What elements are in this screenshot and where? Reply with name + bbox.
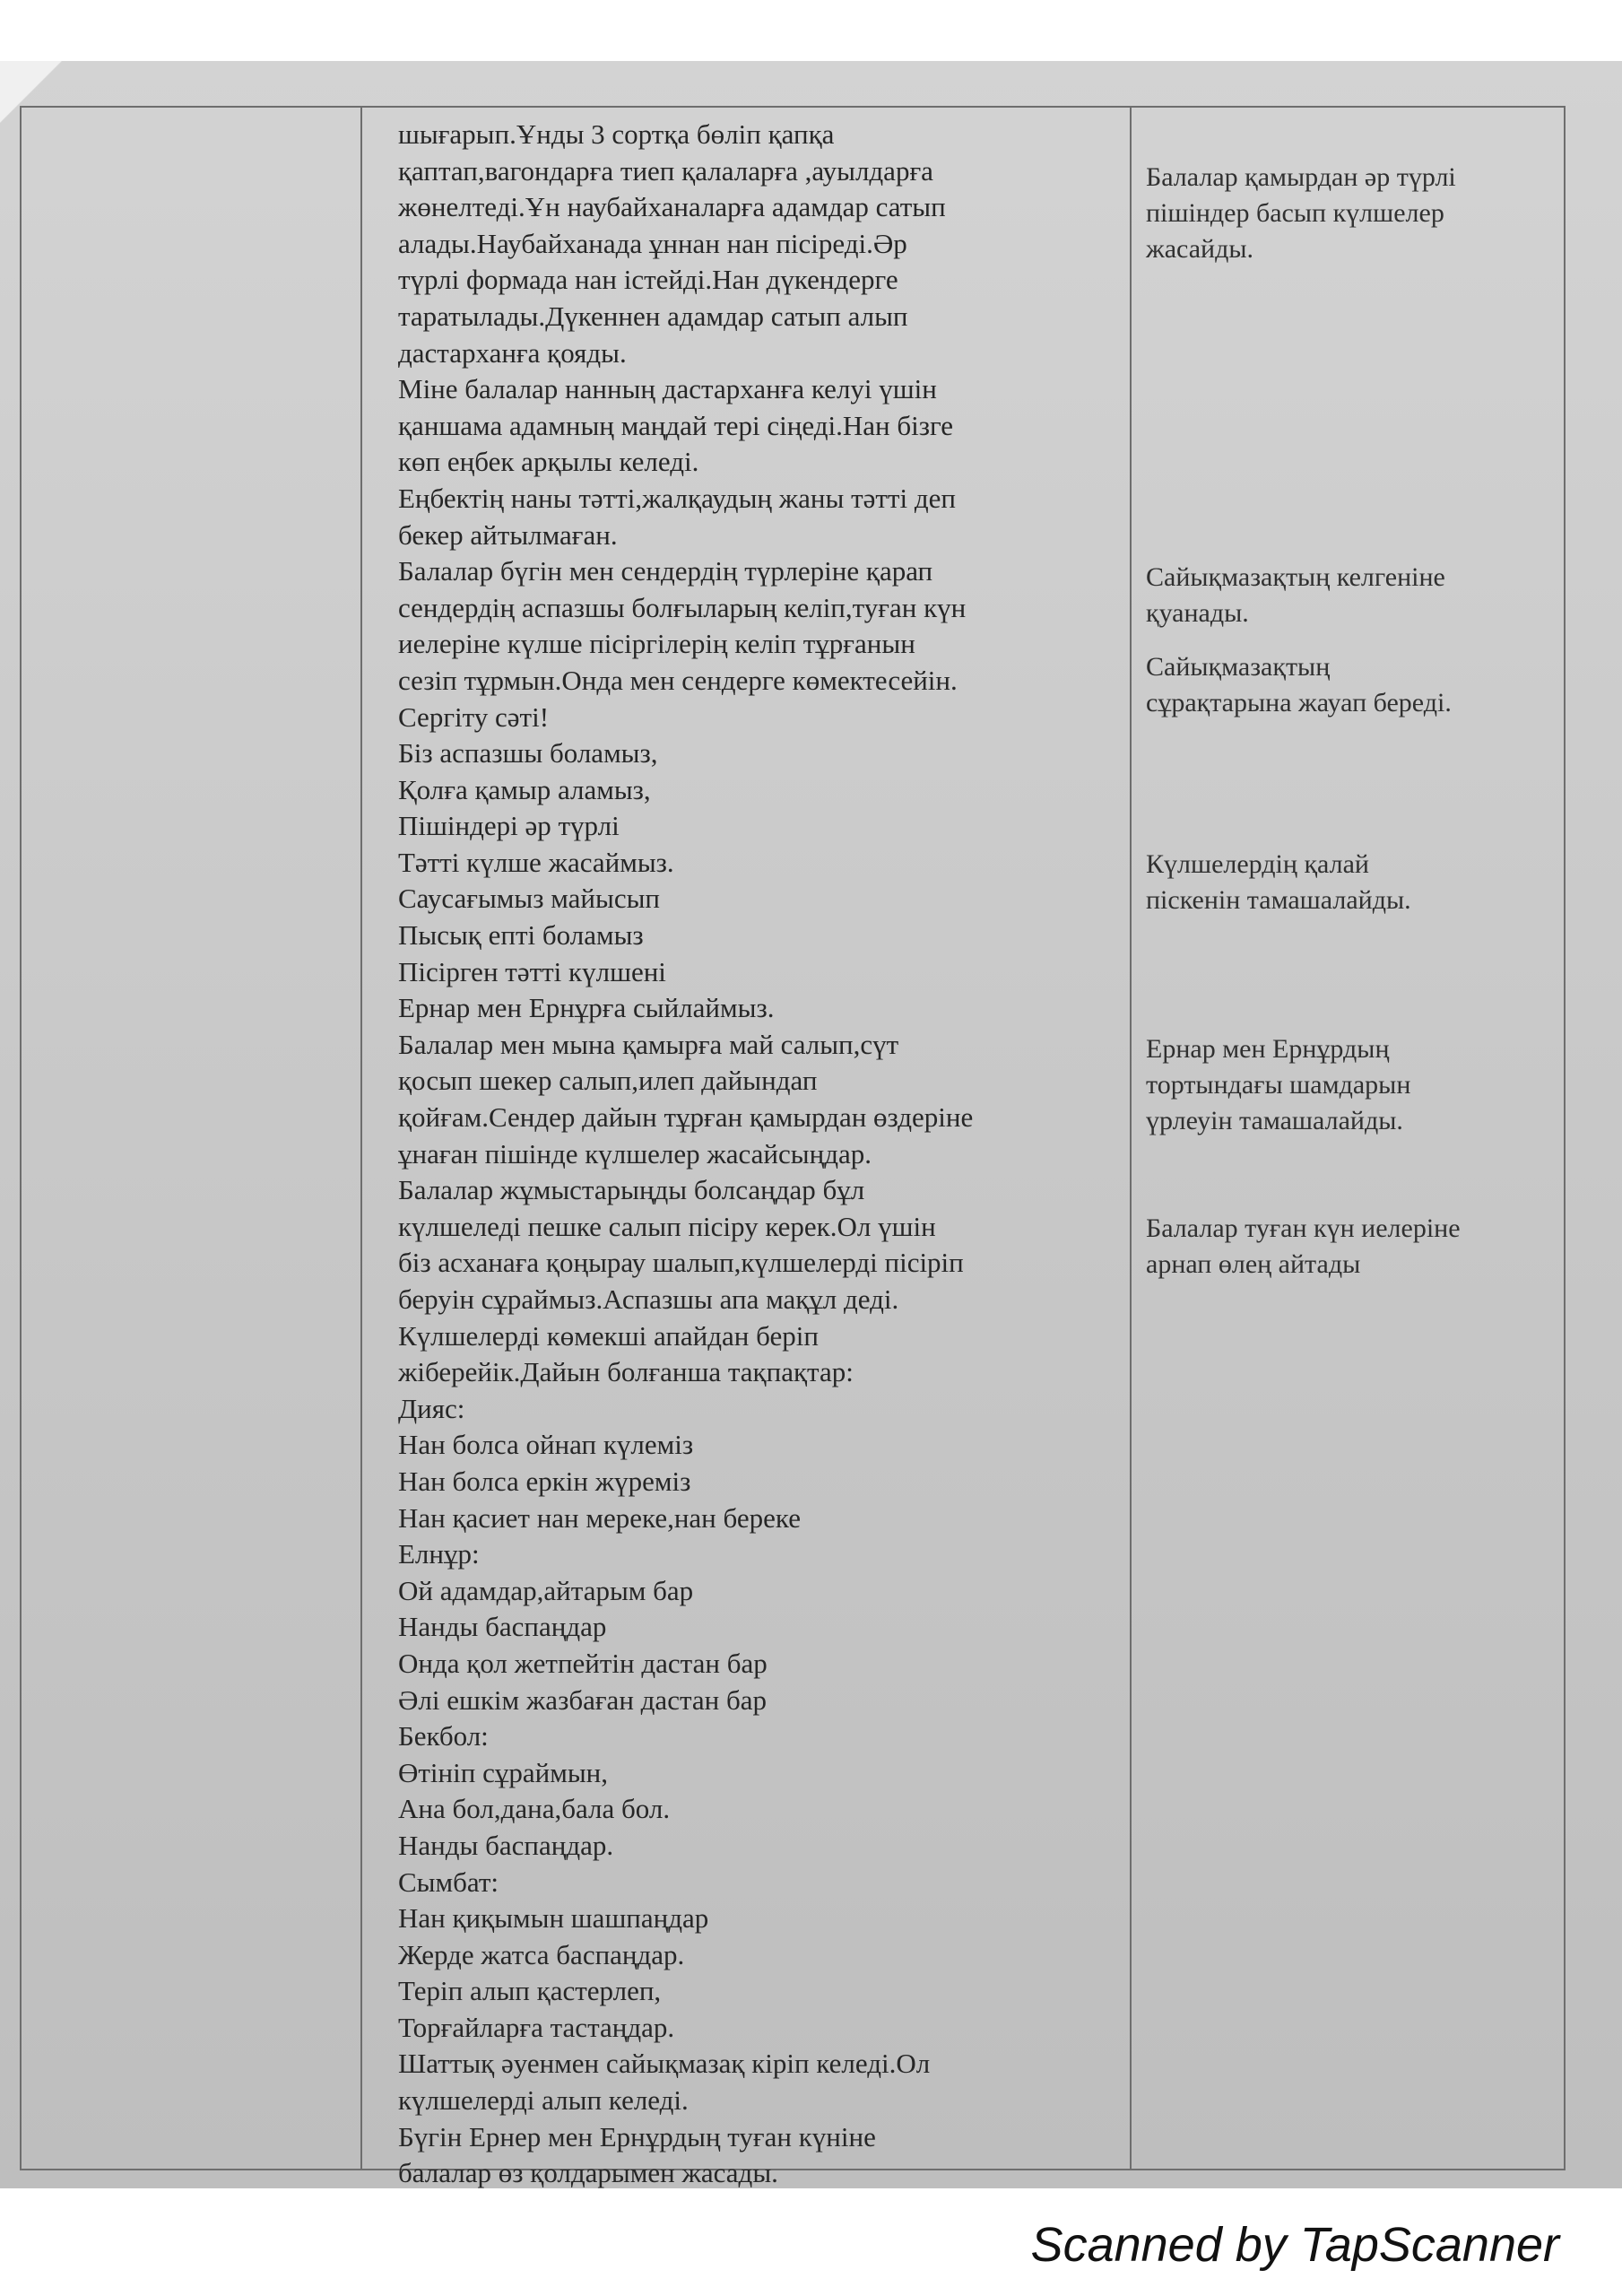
teacher-line: Бүгін Ернер мен Ернұрдың туған күніне <box>398 2120 876 2152</box>
teacher-line: Теріп алып қастерлеп, <box>398 1975 662 2007</box>
teacher-line: Елнұр: <box>398 1538 480 1570</box>
left-column-empty <box>22 108 362 2169</box>
teacher-line: күлшелерді алып келеді. <box>398 2084 689 2117</box>
child-note-line: тортындағы шамдарын <box>1146 1070 1411 1100</box>
teacher-line: біз асханаға қоңырау шалып,күлшелерді пісіріп <box>398 1247 964 1279</box>
teacher-line: Пішіндері әр түрлі <box>398 810 620 842</box>
child-note-line: Балалар қамырдан әр түрлі <box>1146 162 1456 192</box>
teacher-line: жіберейік.Дайын болғанша тақпақтар: <box>398 1356 854 1388</box>
lesson-table <box>20 106 1566 2189</box>
teacher-line: Бекбол: <box>398 1720 489 1752</box>
child-note-line: Ернар мен Ернұрдың <box>1146 1034 1390 1064</box>
teacher-line: Тәтті күлше жасаймыз. <box>398 846 674 878</box>
child-note-line: піскенін тамашалайды. <box>1146 885 1411 915</box>
teacher-line: қаптап,вагондарға тиеп қалаларға ,ауылдарға <box>398 154 933 187</box>
child-note-line: Сайықмазақтың келгеніне <box>1146 562 1445 592</box>
scanner-watermark: Scanned by TapScanner <box>1030 2218 1559 2272</box>
child-note-rejoice <box>1146 560 1558 631</box>
teacher-line: Торғайларға тастаңдар. <box>398 2011 675 2043</box>
teacher-line: Нанды баспаңдар <box>398 1611 607 1643</box>
teacher-line: Пысық епті боламыз <box>398 919 644 952</box>
teacher-line: қосып шекер салып,илеп дайындап <box>398 1065 818 1097</box>
teacher-line: Онда қол жетпейтін дастан бар <box>398 1647 768 1679</box>
child-note-line: үрлеуін тамашалайды. <box>1146 1106 1403 1135</box>
child-note-line: сұрақтарына жауап береді. <box>1146 688 1452 718</box>
teacher-line: Міне балалар нанның дастарханға келуі үшін <box>398 373 937 405</box>
child-note-line: Сайықмазақтың <box>1146 652 1331 682</box>
teacher-line: сезіп тұрмын.Онда мен сендерге көмектесейін. <box>398 664 958 696</box>
teacher-line: таратылады.Дүкеннен адамдар сатып алып <box>398 300 908 332</box>
teacher-line: Нан қасиет нан мереке,нан береке <box>398 1501 801 1534</box>
teacher-line: Сергіту сәті! <box>398 700 550 733</box>
teacher-line: Еңбектің наны тәтті,жалқаудың жаны тәтті деп <box>398 482 956 514</box>
teacher-line: Әлі ешкім жазбаған дастан бар <box>398 1683 768 1716</box>
teacher-line: Пісірген тәтті күлшені <box>398 955 666 987</box>
teacher-line: бекер айтылмаған. <box>398 518 618 551</box>
child-note-line: жасайды. <box>1146 234 1254 264</box>
top-white-band <box>0 0 1622 61</box>
teacher-line: Нанды баспаңдар. <box>398 1829 614 1861</box>
teacher-line: беруін сұраймыз.Аспазшы апа мақұл деді. <box>398 1283 899 1315</box>
teacher-line: Дияс: <box>398 1392 465 1424</box>
teacher-line: қойғам.Сендер дайын тұрған қамырдан өздеріне <box>398 1101 974 1134</box>
child-note-line: Күлшелердің қалай <box>1146 849 1369 879</box>
teacher-line: жөнелтеді.Ұн наубайханаларға адамдар сатып <box>398 191 946 223</box>
child-note-candles <box>1146 1031 1558 1139</box>
teacher-line: Нан болса ойнап күлеміз <box>398 1429 694 1461</box>
child-note-line: қуанады. <box>1146 598 1249 628</box>
teacher-line: Күлшелерді көмекші апайдан беріп <box>398 1319 819 1352</box>
teacher-line: Жерде жатса баспаңдар. <box>398 1938 685 1970</box>
teacher-line: Қолға қамыр аламыз, <box>398 773 651 805</box>
teacher-line: Нан қиқымын шашпаңдар <box>398 1902 709 1935</box>
teacher-line: Біз аспазшы боламыз, <box>398 737 658 770</box>
teacher-text <box>398 117 1124 2192</box>
teacher-line: иелеріне күлше пісіргілерің келіп тұрғанын <box>398 628 915 660</box>
teacher-line: Өтініп сұраймын, <box>398 1756 608 1788</box>
teacher-line: көп еңбек арқылы келеді. <box>398 446 699 478</box>
teacher-line: Ернар мен Ернұрға сыйлаймыз. <box>398 992 775 1024</box>
teacher-line: Саусағымыз майысып <box>398 883 661 915</box>
children-activity-column <box>1132 108 1567 2169</box>
teacher-line: Шаттық әуенмен сайықмазақ кіріп келеді.Ол <box>398 2048 931 2080</box>
teacher-line: балалар өз қолдарымен жасады. <box>398 2157 778 2189</box>
teacher-line: Нан болса еркін жүреміз <box>398 1465 691 1497</box>
teacher-line: ұнаған пішінде күлшелер жасайсыңдар. <box>398 1137 872 1170</box>
teacher-line: күлшеледі пешке салып пісіру керек.Ол үшін <box>398 1210 936 1242</box>
teacher-line: Ана бол,дана,бала бол. <box>398 1793 671 1825</box>
teacher-line: қаншама адамның маңдай тері сіңеді.Нан бізге <box>398 409 954 441</box>
teacher-line: Балалар жұмыстарыңды болсаңдар бұл <box>398 1174 865 1206</box>
teacher-line: Ой адамдар,айтарым бар <box>398 1574 694 1606</box>
teacher-activity-column <box>362 108 1132 2189</box>
teacher-line: Сымбат: <box>398 1866 499 1898</box>
child-note-line: пішіндер басып күлшелер <box>1146 198 1444 228</box>
child-note-watch-baking <box>1146 847 1558 918</box>
teacher-line: сендердің аспазшы болғыларың келіп,туған күн <box>398 591 967 623</box>
teacher-line: Балалар мен мына қамырға май салып,сүт <box>398 1028 899 1060</box>
teacher-line: түрлі формада нан істейді.Нан дүкендерге <box>398 264 898 296</box>
teacher-line: алады.Наубайханада ұннан нан пісіреді.Әр <box>398 227 907 259</box>
teacher-line: шығарып.Ұнды 3 сортқа бөліп қапқа <box>398 118 835 150</box>
child-note-song <box>1146 1211 1558 1283</box>
teacher-line: Балалар бүгін мен сендердің түрлеріне қарап <box>398 555 933 587</box>
child-note-line: арнап өлең айтады <box>1146 1249 1361 1279</box>
child-note-line: Балалар туған күн иелеріне <box>1146 1213 1461 1243</box>
child-note-shaping <box>1146 160 1558 267</box>
teacher-line: дастарханға қояды. <box>398 336 627 369</box>
child-note-answer <box>1146 649 1558 721</box>
